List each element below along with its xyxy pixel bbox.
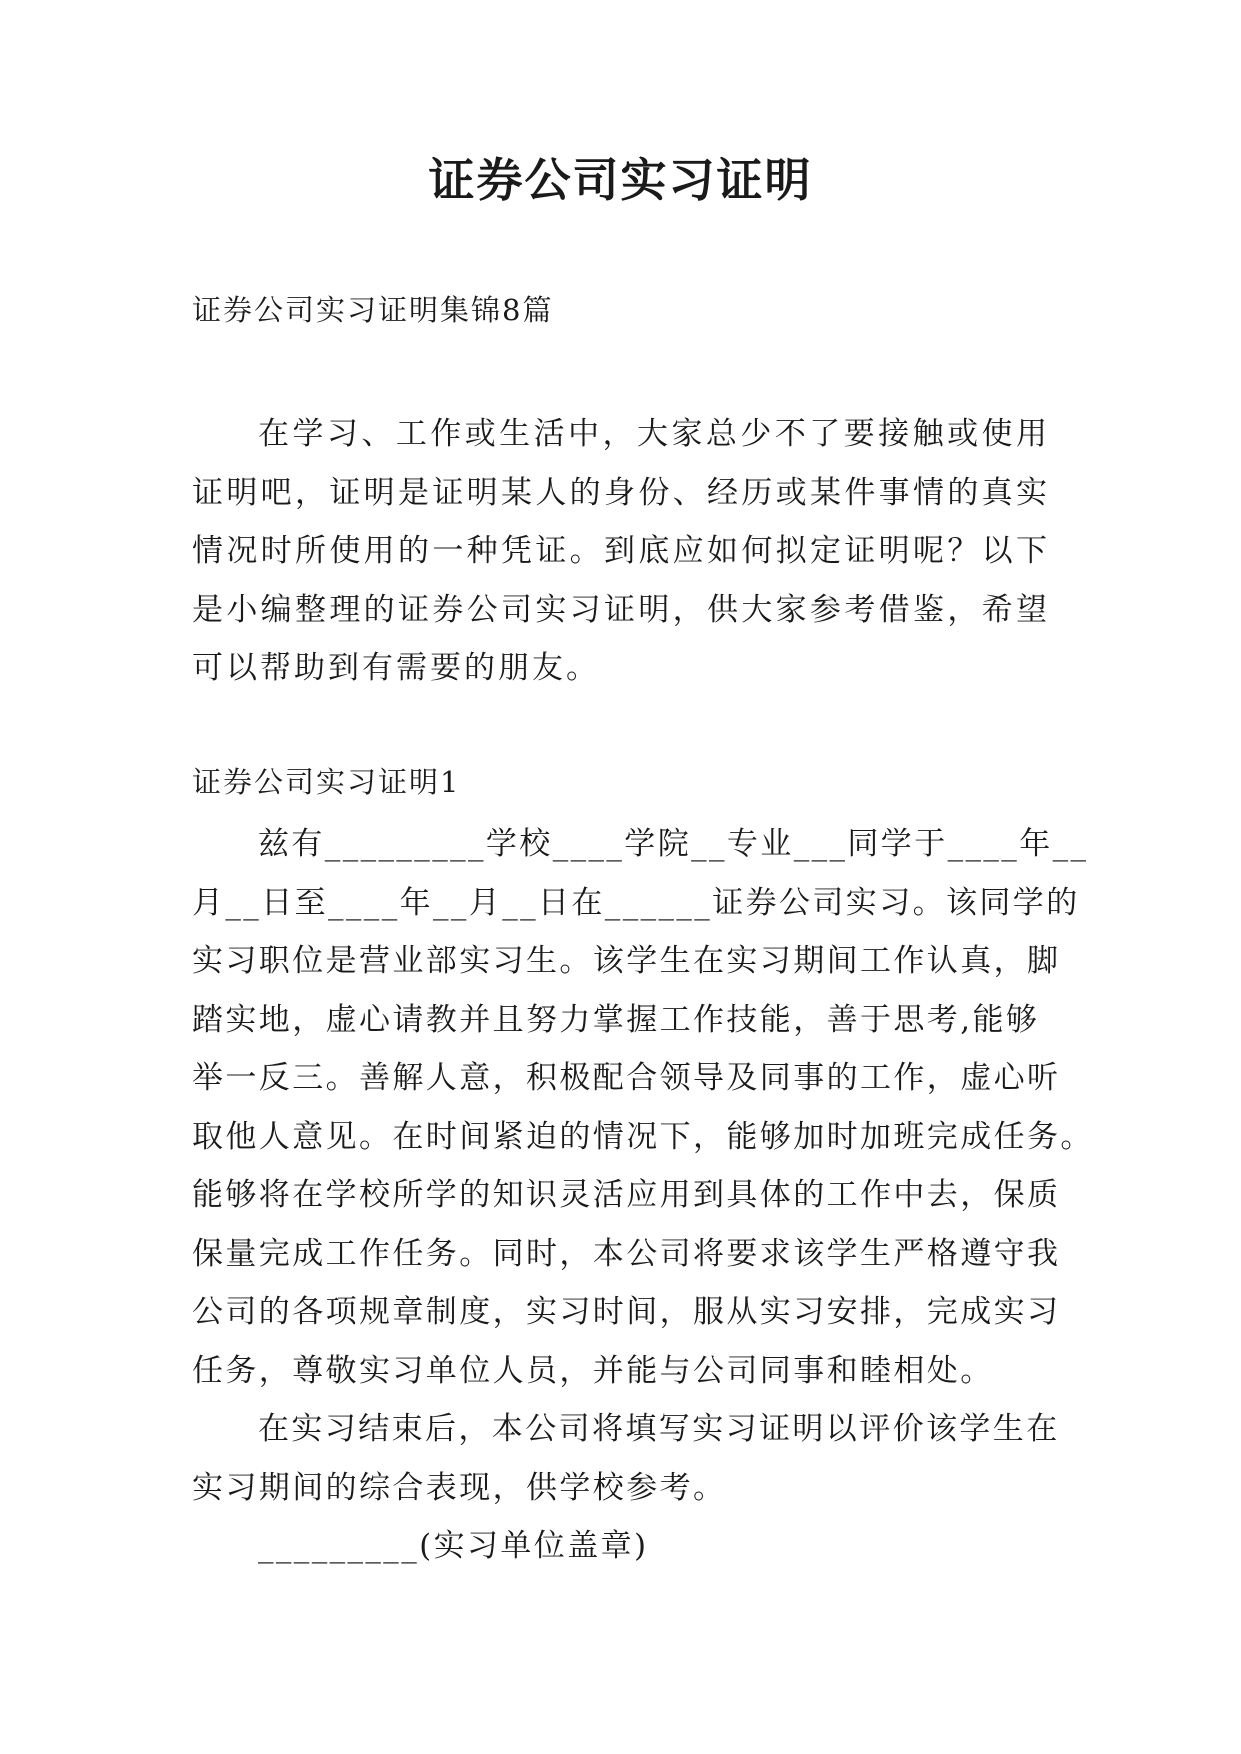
body-line: 在实习结束后，本公司将填写实习证明以评价该学生在 <box>258 1411 1060 1447</box>
body-line: 实习职位是营业部实习生。该学生在实习期间工作认真，脚 <box>192 943 1061 979</box>
document-subtitle: 证券公司实习证明集锦8篇 <box>192 293 554 327</box>
body-line: 举一反三。善解人意，积极配合领导及同事的工作，虚心听 <box>192 1060 1061 1096</box>
body-line: 月__日至____年__月__日在______证券公司实习。该同学的 <box>192 884 1080 921</box>
document-title: 证券公司实习证明 <box>428 153 813 207</box>
section-heading: 证券公司实习证明1 <box>192 765 461 799</box>
body-line: 兹有_________学校____学院__专业___同学于____年__ <box>258 826 1089 862</box>
seal-line: _________(实习单位盖章) <box>258 1528 649 1564</box>
body-line: 任务，尊敬实习单位人员，并能与公司同事和睦相处。 <box>192 1352 994 1389</box>
body-line: 公司的各项规章制度，实习时间，服从实习安排，完成实习 <box>192 1294 1061 1330</box>
body-line: 能够将在学校所学的知识灵活应用到具体的工作中去，保质 <box>192 1177 1061 1213</box>
certificate-body <box>192 815 1094 1576</box>
body-line: 踏实地，虚心请教并且努力掌握工作技能，善于思考,能够 <box>192 1001 1040 1038</box>
body-line: 取他人意见。在时间紧迫的情况下，能够加时加班完成任务。 <box>192 1118 1094 1155</box>
body-line: 保量完成工作任务。同时，本公司将要求该学生严格遵守我 <box>192 1235 1061 1272</box>
intro-paragraph: 在学习、工作或生活中，大家总少不了要接触或使用证明吧，证明是证明某人的身份、经历或某件事情的真实情况时所使用的一种凭证。到底应如何拟定证明呢？以下是小编整理的证券公司实习证明，供大家参考借鉴，希望可以帮助到有需要的朋友。 <box>192 416 1050 686</box>
body-line: 实习期间的综合表现，供学校参考。 <box>192 1469 727 1506</box>
